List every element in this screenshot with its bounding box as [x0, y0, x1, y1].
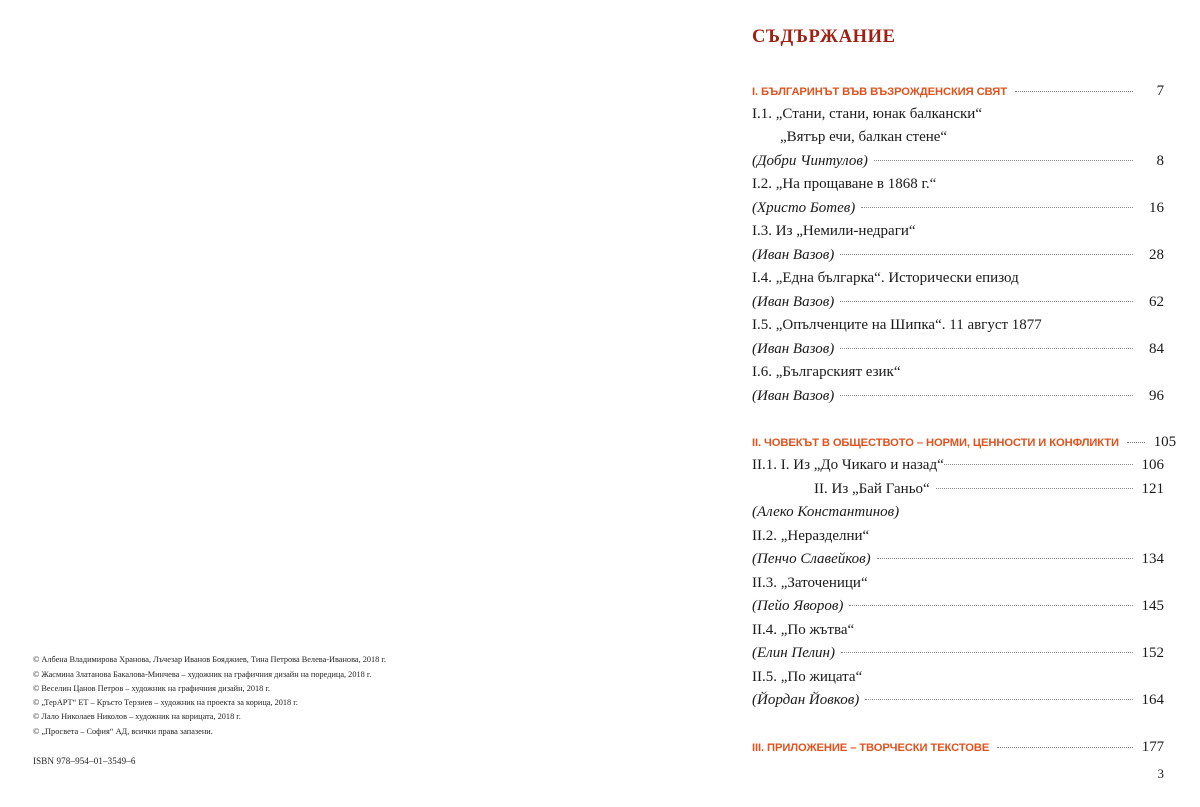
toc-section-heading-label: I. БЪЛГАРИНЪТ ВЪВ ВЪЗРОЖДЕНСКИЯ СВЯТ	[752, 85, 1007, 98]
toc-entry-page-number: 8	[1156, 152, 1164, 169]
leader-dots	[997, 747, 1133, 748]
toc-section-page-number: 177	[1141, 738, 1164, 755]
toc-entry-text: (Пейо Яворов)	[752, 598, 844, 614]
toc-entry-page-number: 84	[1149, 340, 1164, 357]
copyright-line: © Албена Владимирова Хранова, Лъчезар Иванов Бояджиев, Тина Петрова Велева-Иванова, 2018 г.	[33, 655, 386, 665]
toc-entry-page-number: 121	[1141, 480, 1164, 497]
toc-entry[interactable]	[752, 318, 1164, 333]
toc-entry[interactable]	[752, 389, 1164, 404]
copyright-line: © Веселин Цанов Петров – художник на графичния дизайн, 2018 г.	[33, 683, 270, 693]
toc-entry-text: I.6. „Българският език“	[752, 364, 901, 380]
leader-dots	[874, 160, 1133, 161]
toc-entry-text: II.5. „По жицата“	[752, 668, 863, 685]
toc-entry[interactable]	[752, 529, 1164, 544]
toc-entry[interactable]	[752, 505, 1164, 520]
toc-entry-text: (Иван Вазов)	[752, 340, 835, 357]
toc-entry[interactable]	[752, 552, 1164, 567]
toc-entry-text: (Иван Вазов)	[752, 387, 835, 404]
toc-entry[interactable]	[752, 107, 1164, 122]
leader-dots	[840, 348, 1133, 349]
leader-dots	[877, 558, 1133, 559]
toc-entry-text: I.5. „Опълченците на Шипка“. 11 август 1877	[752, 317, 1042, 333]
toc-entry-page-number: 145	[1141, 598, 1164, 614]
leader-dots	[861, 207, 1133, 208]
toc-entry[interactable]	[752, 670, 1164, 685]
toc-entry-text: (Добри Чинтулов)	[752, 152, 868, 169]
toc-section-page-number: 7	[1156, 82, 1164, 99]
toc-entry-text: (Иван Вазов)	[752, 246, 835, 263]
toc-section-heading[interactable]	[752, 739, 1164, 756]
toc-entry[interactable]	[752, 458, 1164, 473]
toc-entry-text: (Йордан Йовков)	[752, 692, 860, 708]
toc-entry-text: I.4. „Една българка“. Исторически епизод	[752, 270, 1019, 286]
toc-entry[interactable]	[752, 342, 1164, 357]
copyright-line: © Лало Николаев Николов – художник на корицата, 2018 г.	[33, 712, 241, 722]
toc-entry-text: (Елин Пелин)	[752, 645, 835, 661]
section-spacer	[752, 717, 1164, 739]
leader-dots	[936, 488, 1133, 489]
toc-entry[interactable]	[752, 177, 1164, 192]
colophon-block	[33, 653, 513, 739]
section-spacer	[752, 412, 1164, 434]
toc-entry-text: (Пенчо Славейков)	[752, 551, 871, 567]
toc-entry[interactable]	[752, 271, 1164, 286]
right-page	[600, 0, 1200, 807]
toc-entry-page-number: 96	[1149, 387, 1164, 404]
toc-entry[interactable]	[752, 576, 1164, 591]
leader-dots	[840, 254, 1133, 255]
toc-entry-text: II.1. I. Из „До Чикаго и назад“	[752, 457, 944, 473]
toc-entry-page-number: 62	[1149, 293, 1164, 310]
toc-entry[interactable]	[752, 365, 1164, 380]
toc-entry-text: I.2. „На прощаване в 1868 г.“	[752, 176, 937, 192]
toc-entry-page-number: 28	[1149, 246, 1164, 263]
toc-section-page-number: 105	[1153, 434, 1176, 450]
toc-entry-page-number: 152	[1141, 645, 1164, 661]
leader-dots	[840, 395, 1133, 396]
toc-entry-text: II.3. „Заточеници“	[752, 574, 868, 591]
toc-entry[interactable]	[752, 248, 1164, 263]
toc-entry-page-number: 164	[1141, 692, 1164, 708]
toc-section-heading-label: II. ЧОВЕКЪТ В ОБЩЕСТВОТО – НОРМИ, ЦЕННОСТИ И КОНФЛИКТИ	[752, 437, 1119, 449]
copyright-line: © „Просвета – София“ АД, всички права запазени.	[33, 726, 213, 736]
leader-dots	[1127, 442, 1145, 443]
leader-dots	[865, 699, 1133, 700]
toc-entry-text: II. Из „Бай Ганьо“	[814, 480, 930, 497]
toc-entry[interactable]	[752, 599, 1164, 614]
toc-entry-text: II.2. „Неразделни“	[752, 527, 870, 544]
toc-section-heading[interactable]	[752, 434, 1176, 451]
toc-entry[interactable]	[752, 646, 1164, 661]
toc-entry[interactable]	[752, 295, 1164, 310]
toc-entry-page-number: 16	[1149, 199, 1164, 216]
toc-entry[interactable]	[752, 623, 1164, 638]
toc-entry-text: „Вятър ечи, балкан стене“	[780, 129, 948, 145]
toc-entry[interactable]	[752, 482, 1164, 497]
toc-section-heading-label: III. ПРИЛОЖЕНИЕ – ТВОРЧЕСКИ ТЕКСТОВЕ	[752, 741, 990, 754]
table-of-contents	[752, 27, 1176, 763]
toc-entry-text: I.3. Из „Немили-недраги“	[752, 223, 916, 239]
toc-entry[interactable]	[752, 130, 1164, 145]
toc-entry-text: (Иван Вазов)	[752, 293, 835, 310]
toc-entry-page-number: 134	[1141, 551, 1164, 567]
toc-entry-text: (Алеко Константинов)	[752, 504, 900, 520]
leader-dots	[1015, 91, 1133, 92]
copyright-line: © Жасмина Златанова Бакалова-Минчева – художник на графичния дизайн на поредица, 2018 г.	[33, 669, 372, 679]
leader-dots	[944, 464, 1133, 465]
leader-dots	[849, 605, 1133, 606]
leader-dots	[840, 301, 1133, 302]
toc-entry[interactable]	[752, 201, 1164, 216]
toc-entry-text: (Христо Ботев)	[752, 199, 856, 216]
isbn-line: ISBN 978–954–01–3549–6	[33, 756, 136, 766]
page-title: СЪДЪРЖАНИЕ	[752, 27, 896, 47]
toc-sections	[752, 82, 1176, 756]
toc-entry[interactable]	[752, 693, 1164, 708]
toc-entry[interactable]	[752, 224, 1164, 239]
toc-entry-text: II.4. „По жътва“	[752, 621, 855, 638]
toc-section-heading[interactable]	[752, 83, 1164, 100]
toc-entry-text: I.1. „Стани, стани, юнак балкански“	[752, 105, 982, 122]
folio-page-number: 3	[1157, 766, 1164, 781]
leader-dots	[841, 652, 1133, 653]
copyright-line: © „ТерАРТ“ ЕТ – Кръсто Терзиев – художник на проекта за корица, 2018 г.	[33, 698, 298, 708]
toc-entry-page-number: 106	[1141, 457, 1164, 473]
toc-entry[interactable]	[752, 154, 1164, 169]
